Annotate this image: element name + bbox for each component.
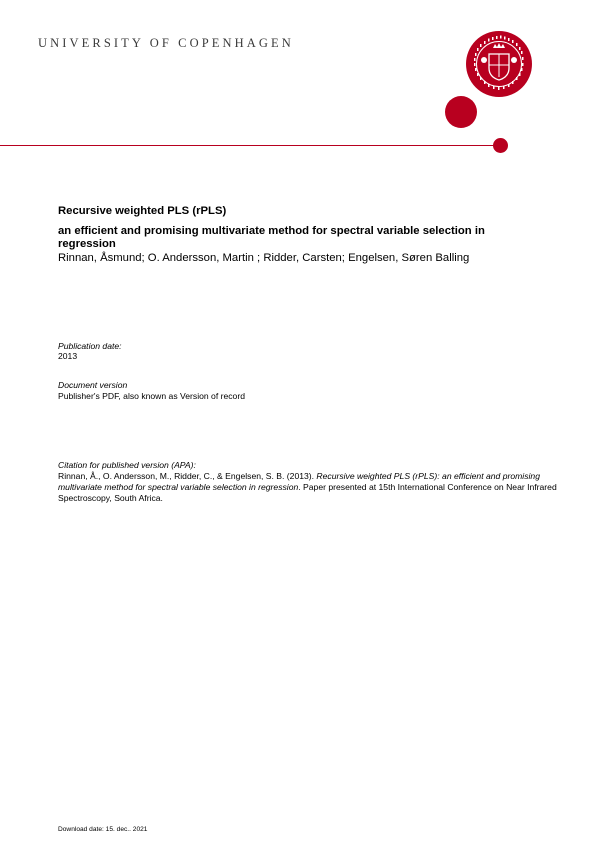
header-divider	[0, 145, 502, 146]
citation-venue: . Paper presented at 15th International Conference on Near Infrared Spectroscopy, South Africa.	[58, 482, 557, 503]
citation-label: Citation for published version (APA):	[58, 460, 196, 470]
publication-date-value: 2013	[58, 351, 78, 361]
document-authors: Rinnan, Åsmund; O. Andersson, Martin ; Ridder, Carsten; Engelsen, Søren Balling	[58, 252, 470, 264]
document-version-value: Publisher's PDF, also known as Version of record	[58, 391, 245, 401]
document-subtitle: an efficient and promising multivariate method for spectral variable selection in regression	[58, 225, 485, 250]
decorative-red-circle-large	[445, 96, 477, 128]
publication-date-label: Publication date:	[58, 341, 122, 351]
citation-title: Recursive weighted PLS (rPLS): an efficient and promising multivariate method for spectral variable selection in regression	[58, 471, 540, 492]
university-name: UNIVERSITY OF COPENHAGEN	[38, 36, 294, 50]
download-date: Download date: 15. dec.. 2021	[58, 826, 148, 833]
citation-authors-year: Rinnan, Å., O. Andersson, M., Ridder, C., & Engelsen, S. B. (2013).	[58, 471, 317, 481]
document-title: Recursive weighted PLS (rPLS)	[58, 205, 227, 217]
decorative-red-circle-small	[493, 138, 508, 153]
document-version-label: Document version	[58, 380, 128, 390]
university-seal-logo	[465, 30, 533, 98]
citation-text	[58, 471, 558, 504]
